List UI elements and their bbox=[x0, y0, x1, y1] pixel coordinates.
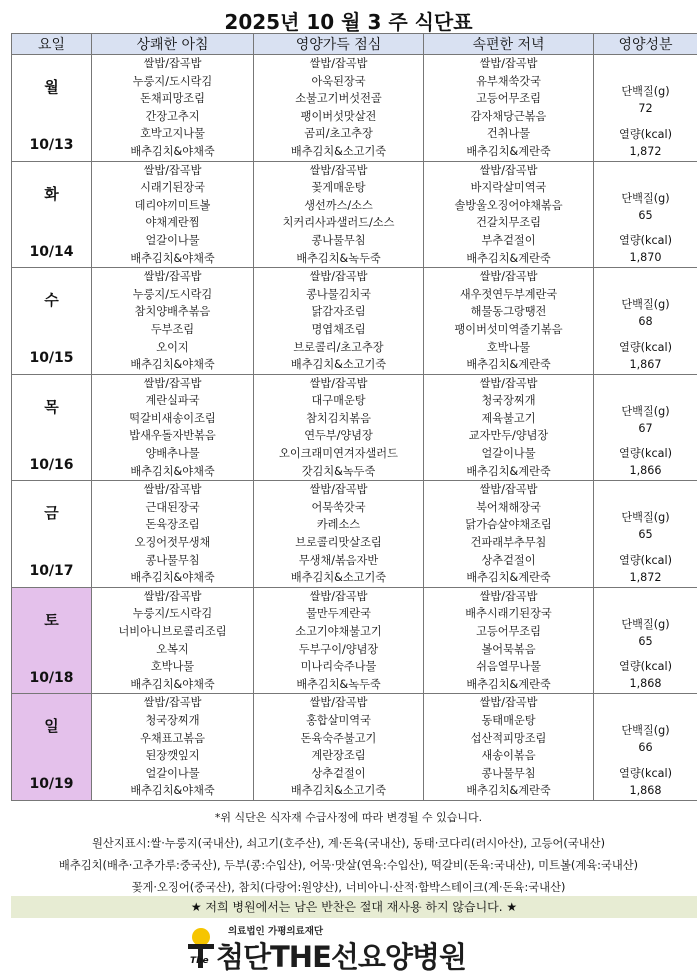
protein-block bbox=[594, 722, 697, 756]
menu-item: 쌀밥/잡곡밥 bbox=[254, 162, 423, 180]
menu-item: 명엽채조림 bbox=[254, 321, 423, 339]
menu-item: 콩나물무침 bbox=[92, 552, 253, 570]
menu-item: 콩나물김치국 bbox=[254, 286, 423, 304]
breakfast-cell bbox=[92, 587, 254, 694]
day-date: 10/14 bbox=[12, 244, 91, 262]
menu-item: 오복지 bbox=[92, 641, 253, 659]
menu-item: 쌀밥/잡곡밥 bbox=[424, 588, 593, 606]
menu-item: 배추김치&계란죽 bbox=[424, 782, 593, 800]
menu-item: 두부조림 bbox=[92, 321, 253, 339]
menu-item: 참치김치볶음 bbox=[254, 410, 423, 428]
day-cell bbox=[12, 55, 92, 162]
lunch-cell bbox=[254, 694, 424, 801]
no-reuse-banner: ★ 저희 병원에서는 남은 반찬은 절대 재사용 하지 않습니다. ★ bbox=[11, 896, 697, 918]
dinner-cell bbox=[424, 55, 594, 162]
menu-item: 콩나물무침 bbox=[424, 765, 593, 783]
menu-item: 부추겉절이 bbox=[424, 232, 593, 250]
menu-item: 배추김치&야채죽 bbox=[92, 463, 253, 481]
menu-item: 배추김치&소고기죽 bbox=[254, 569, 423, 587]
dinner-cell bbox=[424, 374, 594, 481]
header-nutrition: 영양성분 bbox=[594, 34, 697, 55]
menu-item: 소고기야채불고기 bbox=[254, 623, 423, 641]
menu-item: 시래기된장국 bbox=[92, 179, 253, 197]
menu-item: 상추겉절이 bbox=[254, 765, 423, 783]
kcal-value: 1,872 bbox=[594, 143, 697, 160]
menu-item: 갓김치&녹두죽 bbox=[254, 463, 423, 481]
breakfast-cell bbox=[92, 55, 254, 162]
menu-item: 배추김치&계란죽 bbox=[424, 250, 593, 268]
menu-item: 데리야끼미트볼 bbox=[92, 197, 253, 215]
day-name: 금 bbox=[12, 505, 91, 523]
day-name: 토 bbox=[12, 612, 91, 630]
menu-item: 대구매운탕 bbox=[254, 392, 423, 410]
menu-item: 바지락살미역국 bbox=[424, 179, 593, 197]
breakfast-cell bbox=[92, 161, 254, 268]
header-breakfast: 상쾌한 아침 bbox=[92, 34, 254, 55]
menu-item: 오이지 bbox=[92, 339, 253, 357]
menu-item: 배추김치&소고기죽 bbox=[254, 782, 423, 800]
menu-item: 배추김치&야채죽 bbox=[92, 676, 253, 694]
menu-item: 카레소스 bbox=[254, 516, 423, 534]
menu-item: 어묵쑥갓국 bbox=[254, 499, 423, 517]
menu-item: 얼갈이나물 bbox=[424, 445, 593, 463]
menu-item: 쌀밥/잡곡밥 bbox=[92, 162, 253, 180]
menu-item: 쌀밥/잡곡밥 bbox=[424, 55, 593, 73]
menu-item: 호박나물 bbox=[424, 339, 593, 357]
menu-item: 우채표고볶음 bbox=[92, 730, 253, 748]
menu-item: 닭가슴살야채조림 bbox=[424, 516, 593, 534]
menu-item: 동태매운탕 bbox=[424, 712, 593, 730]
kcal-value: 1,866 bbox=[594, 462, 697, 479]
breakfast-cell bbox=[92, 374, 254, 481]
menu-item: 쌀밥/잡곡밥 bbox=[424, 694, 593, 712]
menu-item: 양배추나물 bbox=[92, 445, 253, 463]
dinner-cell bbox=[424, 268, 594, 375]
menu-item: 배추김치&계란죽 bbox=[424, 569, 593, 587]
breakfast-cell bbox=[92, 481, 254, 588]
kcal-value: 1,872 bbox=[594, 569, 697, 586]
menu-item: 유부채쑥갓국 bbox=[424, 73, 593, 91]
menu-item: 근대된장국 bbox=[92, 499, 253, 517]
kcal-label: 열량(kcal) bbox=[594, 552, 697, 569]
kcal-label: 열량(kcal) bbox=[594, 765, 697, 782]
day-name: 일 bbox=[12, 718, 91, 736]
kcal-value: 1,870 bbox=[594, 249, 697, 266]
protein-value: 68 bbox=[594, 313, 697, 330]
menu-item: 된장깻잎지 bbox=[92, 747, 253, 765]
day-name: 월 bbox=[12, 79, 91, 97]
menu-item: 쌀밥/잡곡밥 bbox=[254, 694, 423, 712]
menu-item: 배추김치&녹두죽 bbox=[254, 676, 423, 694]
menu-item: 꽃게매운탕 bbox=[254, 179, 423, 197]
day-name: 목 bbox=[12, 399, 91, 417]
menu-item: 오징어젓무생채 bbox=[92, 534, 253, 552]
menu-item: 배추김치&계란죽 bbox=[424, 143, 593, 161]
menu-item: 홍합살미역국 bbox=[254, 712, 423, 730]
header-lunch: 영양가득 점심 bbox=[254, 34, 424, 55]
page-title: 2025년 10 월 3 주 식단표 bbox=[0, 6, 697, 35]
menu-item: 배추김치&야채죽 bbox=[92, 782, 253, 800]
lunch-cell bbox=[254, 587, 424, 694]
menu-item: 고등어무조림 bbox=[424, 90, 593, 108]
day-date: 10/13 bbox=[12, 137, 91, 155]
nutrition-cell bbox=[594, 694, 697, 801]
protein-label: 단백질(g) bbox=[594, 616, 697, 633]
nutrition-cell bbox=[594, 374, 697, 481]
day-row bbox=[12, 161, 697, 268]
menu-item: 쉬음열무나물 bbox=[424, 658, 593, 676]
header-day: 요일 bbox=[12, 34, 92, 55]
menu-item: 새우젓연두부계란국 bbox=[424, 286, 593, 304]
lunch-cell bbox=[254, 374, 424, 481]
menu-item: 호박나물 bbox=[92, 658, 253, 676]
hospital-logo bbox=[188, 918, 518, 973]
origin-info bbox=[0, 833, 697, 899]
protein-value: 66 bbox=[594, 739, 697, 756]
kcal-block bbox=[594, 552, 697, 586]
protein-value: 65 bbox=[594, 526, 697, 543]
protein-value: 67 bbox=[594, 420, 697, 437]
day-date: 10/17 bbox=[12, 563, 91, 581]
menu-item: 쌀밥/잡곡밥 bbox=[254, 375, 423, 393]
menu-item: 쌀밥/잡곡밥 bbox=[92, 268, 253, 286]
kcal-label: 열량(kcal) bbox=[594, 658, 697, 675]
kcal-label: 열량(kcal) bbox=[594, 126, 697, 143]
day-cell bbox=[12, 694, 92, 801]
menu-item: 얼갈이나물 bbox=[92, 765, 253, 783]
menu-item: 쌀밥/잡곡밥 bbox=[254, 588, 423, 606]
menu-item: 물만두계란국 bbox=[254, 605, 423, 623]
menu-item: 섭산적피망조림 bbox=[424, 730, 593, 748]
menu-item: 쌀밥/잡곡밥 bbox=[254, 268, 423, 286]
menu-item: 야채계란찜 bbox=[92, 214, 253, 232]
menu-item: 콩나물무침 bbox=[254, 232, 423, 250]
menu-item: 쌀밥/잡곡밥 bbox=[424, 162, 593, 180]
lunch-cell bbox=[254, 268, 424, 375]
day-row bbox=[12, 694, 697, 801]
menu-item: 너비아니브로콜리조림 bbox=[92, 623, 253, 641]
menu-item: 상추겉절이 bbox=[424, 552, 593, 570]
menu-item: 누룽지/도시락김 bbox=[92, 286, 253, 304]
protein-value: 65 bbox=[594, 207, 697, 224]
breakfast-cell bbox=[92, 694, 254, 801]
protein-label: 단백질(g) bbox=[594, 83, 697, 100]
protein-label: 단백질(g) bbox=[594, 190, 697, 207]
menu-item: 닭감자조림 bbox=[254, 303, 423, 321]
menu-item: 쌀밥/잡곡밥 bbox=[424, 375, 593, 393]
menu-item: 해물동그랑땡전 bbox=[424, 303, 593, 321]
menu-table bbox=[11, 33, 697, 801]
day-date: 10/16 bbox=[12, 457, 91, 475]
menu-item: 배추김치&계란죽 bbox=[424, 356, 593, 374]
day-cell bbox=[12, 161, 92, 268]
kcal-block bbox=[594, 658, 697, 692]
menu-item: 밥새우돌자반볶음 bbox=[92, 427, 253, 445]
menu-item: 배추김치&야채죽 bbox=[92, 250, 253, 268]
protein-block bbox=[594, 509, 697, 543]
day-row bbox=[12, 55, 697, 162]
menu-item: 팽이버섯미역줄기볶음 bbox=[424, 321, 593, 339]
menu-item: 제육불고기 bbox=[424, 410, 593, 428]
kcal-block bbox=[594, 339, 697, 373]
menu-item: 북어채해장국 bbox=[424, 499, 593, 517]
kcal-block bbox=[594, 765, 697, 799]
logo-mark-text: The bbox=[190, 956, 209, 966]
menu-item: 브로콜리맛살조림 bbox=[254, 534, 423, 552]
day-date: 10/15 bbox=[12, 350, 91, 368]
menu-item: 치커리사과샐러드/소스 bbox=[254, 214, 423, 232]
nutrition-cell bbox=[594, 55, 697, 162]
menu-item: 건파래부추무침 bbox=[424, 534, 593, 552]
menu-item: 청국장찌개 bbox=[424, 392, 593, 410]
lunch-cell bbox=[254, 161, 424, 268]
logo-name: 첨단THE선요양병원 bbox=[216, 935, 466, 976]
day-cell bbox=[12, 587, 92, 694]
menu-item: 누룽지/도시락김 bbox=[92, 605, 253, 623]
lunch-cell bbox=[254, 55, 424, 162]
menu-item: 쌀밥/잡곡밥 bbox=[424, 268, 593, 286]
menu-item: 교자만두/양념장 bbox=[424, 427, 593, 445]
menu-item: 배추김치&계란죽 bbox=[424, 463, 593, 481]
protein-block bbox=[594, 83, 697, 117]
menu-item: 배추김치&계란죽 bbox=[424, 676, 593, 694]
menu-item: 곰피/초고추장 bbox=[254, 125, 423, 143]
kcal-label: 열량(kcal) bbox=[594, 232, 697, 249]
day-date: 10/18 bbox=[12, 670, 91, 688]
protein-block bbox=[594, 190, 697, 224]
protein-label: 단백질(g) bbox=[594, 296, 697, 313]
day-row bbox=[12, 268, 697, 375]
menu-item: 연두부/양념장 bbox=[254, 427, 423, 445]
kcal-block bbox=[594, 445, 697, 479]
protein-block bbox=[594, 616, 697, 650]
menu-item: 소불고기버섯전골 bbox=[254, 90, 423, 108]
menu-item: 쌀밥/잡곡밥 bbox=[92, 588, 253, 606]
header-dinner: 속편한 저녁 bbox=[424, 34, 594, 55]
menu-item: 호박고지나물 bbox=[92, 125, 253, 143]
menu-item: 새송이볶음 bbox=[424, 747, 593, 765]
menu-item: 떡갈비새송이조림 bbox=[92, 410, 253, 428]
protein-value: 65 bbox=[594, 633, 697, 650]
day-cell bbox=[12, 374, 92, 481]
dinner-cell bbox=[424, 161, 594, 268]
menu-item: 무생채/볶음자반 bbox=[254, 552, 423, 570]
menu-item: 청국장찌개 bbox=[92, 712, 253, 730]
kcal-block bbox=[594, 232, 697, 266]
day-date: 10/19 bbox=[12, 776, 91, 794]
menu-item: 쌀밥/잡곡밥 bbox=[92, 375, 253, 393]
kcal-block bbox=[594, 126, 697, 160]
day-name: 수 bbox=[12, 292, 91, 310]
menu-item: 계란장조림 bbox=[254, 747, 423, 765]
menu-item: 계란실파국 bbox=[92, 392, 253, 410]
origin-line: 원산지표시:쌀·누룽지(국내산), 쇠고기(호주산), 계·돈육(국내산), 동태·코다리(러시아산), 고등어(국내산) bbox=[0, 833, 697, 855]
menu-item: 돈채피망조림 bbox=[92, 90, 253, 108]
nutrition-cell bbox=[594, 268, 697, 375]
menu-item: 간장고추지 bbox=[92, 108, 253, 126]
menu-item: 돈육장조림 bbox=[92, 516, 253, 534]
menu-item: 쌀밥/잡곡밥 bbox=[254, 481, 423, 499]
menu-item: 솔방울오징어야채볶음 bbox=[424, 197, 593, 215]
menu-item: 얼갈이나물 bbox=[92, 232, 253, 250]
protein-value: 72 bbox=[594, 100, 697, 117]
protein-block bbox=[594, 403, 697, 437]
menu-item: 감자채당근볶음 bbox=[424, 108, 593, 126]
menu-item: 누룽지/도시락김 bbox=[92, 73, 253, 91]
menu-item: 볼어묵볶음 bbox=[424, 641, 593, 659]
breakfast-cell bbox=[92, 268, 254, 375]
menu-item: 미나리숙주나물 bbox=[254, 658, 423, 676]
kcal-value: 1,868 bbox=[594, 675, 697, 692]
menu-item: 아욱된장국 bbox=[254, 73, 423, 91]
menu-item: 오이크래미연겨자샐러드 bbox=[254, 445, 423, 463]
day-row bbox=[12, 374, 697, 481]
menu-item: 쌀밥/잡곡밥 bbox=[92, 694, 253, 712]
kcal-value: 1,867 bbox=[594, 356, 697, 373]
menu-item: 배추김치&야채죽 bbox=[92, 143, 253, 161]
menu-item: 브로콜리/초고추장 bbox=[254, 339, 423, 357]
day-name: 화 bbox=[12, 186, 91, 204]
protein-label: 단백질(g) bbox=[594, 403, 697, 420]
day-cell bbox=[12, 268, 92, 375]
kcal-value: 1,868 bbox=[594, 782, 697, 799]
menu-item: 팽이버섯맛살전 bbox=[254, 108, 423, 126]
menu-item: 두부구이/양념장 bbox=[254, 641, 423, 659]
dinner-cell bbox=[424, 481, 594, 588]
origin-line: 배추김치(배추·고추가루:중국산), 두부(콩:수입산), 어묵·맛살(연육:수입산), 떡갈비(돈육:국내산), 미트볼(계육:국내산) bbox=[0, 855, 697, 877]
dinner-cell bbox=[424, 694, 594, 801]
protein-label: 단백질(g) bbox=[594, 722, 697, 739]
menu-item: 쌀밥/잡곡밥 bbox=[92, 481, 253, 499]
dinner-cell bbox=[424, 587, 594, 694]
day-cell bbox=[12, 481, 92, 588]
menu-item: 쌀밥/잡곡밥 bbox=[92, 55, 253, 73]
menu-item: 건갈치무조림 bbox=[424, 214, 593, 232]
menu-item: 배추김치&녹두죽 bbox=[254, 250, 423, 268]
nutrition-cell bbox=[594, 587, 697, 694]
protein-label: 단백질(g) bbox=[594, 509, 697, 526]
protein-block bbox=[594, 296, 697, 330]
menu-item: 쌀밥/잡곡밥 bbox=[254, 55, 423, 73]
menu-item: 돈육숙주불고기 bbox=[254, 730, 423, 748]
logo-subtitle: 의료법인 가평의료재단 bbox=[228, 923, 323, 937]
menu-item: 배추김치&소고기죽 bbox=[254, 143, 423, 161]
lunch-cell bbox=[254, 481, 424, 588]
menu-item: 쌀밥/잡곡밥 bbox=[424, 481, 593, 499]
kcal-label: 열량(kcal) bbox=[594, 445, 697, 462]
menu-change-note: *위 식단은 식자재 수급사정에 따라 변경될 수 있습니다. bbox=[0, 809, 697, 825]
menu-item: 참치양배추볶음 bbox=[92, 303, 253, 321]
menu-item: 배추김치&소고기죽 bbox=[254, 356, 423, 374]
day-row bbox=[12, 481, 697, 588]
menu-item: 배추김치&야채죽 bbox=[92, 569, 253, 587]
nutrition-cell bbox=[594, 161, 697, 268]
origin-line: 꽃게·오징어(중국산), 참치(다랑어:원양산), 너비아니·산적·함박스테이크(계·돈육:국내산) bbox=[0, 877, 697, 899]
menu-item: 생선까스/소스 bbox=[254, 197, 423, 215]
menu-item: 배추김치&야채죽 bbox=[92, 356, 253, 374]
menu-item: 고등어무조림 bbox=[424, 623, 593, 641]
header-row bbox=[12, 34, 697, 55]
menu-item: 배추시래기된장국 bbox=[424, 605, 593, 623]
kcal-label: 열량(kcal) bbox=[594, 339, 697, 356]
nutrition-cell bbox=[594, 481, 697, 588]
menu-item: 건취나물 bbox=[424, 125, 593, 143]
day-row bbox=[12, 587, 697, 694]
